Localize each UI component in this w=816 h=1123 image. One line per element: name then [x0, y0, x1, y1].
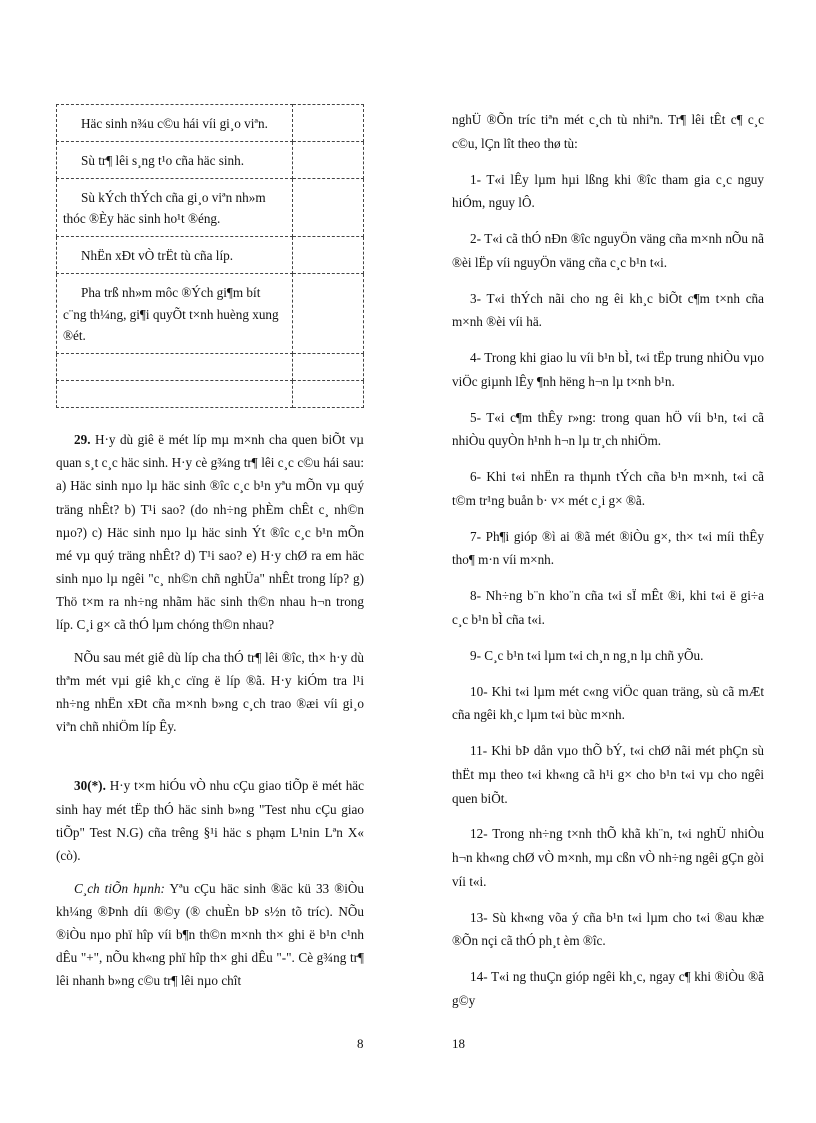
right-page [452, 108, 764, 1025]
statement-item: 2- T«i cã thÓ nÐn ®îc nguyÖn väng cña m×nh nÕu nã ®èi lËp víi nguyÖn väng cña c¸c b¹n t«i. [452, 231, 764, 270]
question-30-number: 30(*). [74, 778, 106, 794]
statement-item: 3- T«i thÝch nãi cho ng êi kh¸c biÕt c¶m t×nh cña m×nh ®èi víi hä. [452, 290, 764, 330]
table-cell-criterion: NhËn xÐt vÒ trËt tù cña líp. [57, 237, 293, 274]
table-row [57, 237, 364, 274]
question-29-text [56, 428, 364, 636]
statement-item: 6- Khi t«i nhËn ra thµnh tÝch cña b¹n m×nh, t«i cã t©m tr¹ng buån b· v× mét c¸i g× ®ã. [452, 469, 764, 508]
question-30-body: H·y t×m hiÓu vÒ nhu cÇu giao tiÕp ë mét häc sinh hay mét tËp thÓ häc sinh b»ng "Test nhu cÇu giao tiÕp" Test N.G) cña trêng §¹i häc s phạm L¹nin Lªn X« (cò). [56, 778, 364, 863]
question-30-method [56, 877, 364, 992]
table-cell-blank [293, 105, 364, 142]
method-label: C¸ch tiÕn hµnh: [74, 880, 165, 896]
table-cell-criterion: Pha trß nh»m môc ®Ých gi¶m bít c¨ng th¼ng, gi¶i quyÕt t×nh huèng xung ®ét. [57, 273, 293, 353]
table-cell-blank [293, 237, 364, 274]
table-cell-blank [293, 381, 364, 408]
statement-item: 1- T«i lÊy lµm hµi lßng khi ®îc tham gia c¸c nguy hiÓm, nguy lÔ. [452, 171, 764, 211]
table-cell-criterion [57, 354, 293, 381]
statement-item: 7- Ph¶i gióp ®ì ai ®ã mét ®iÒu g×, th× t«i míi thÊy tho¶ m·n víi m×nh. [452, 528, 764, 568]
right-lead-paragraph: nghÜ ®Õn tríc tiªn mét c¸ch tù nhiªn. Tr¶ lêi tÊt c¶ c¸c c©u, lÇn lît theo thø tù: [452, 112, 764, 151]
page-number-right: 18 [452, 1036, 465, 1051]
table-row [57, 141, 364, 178]
table-cell-criterion: Sù kÝch thÝch cña gi¸o viªn nh»m thóc ®Èy häc sinh ho¹t ®éng. [57, 178, 293, 237]
table-cell-blank [293, 354, 364, 381]
statement-item: 5- T«i c¶m thÊy r»ng: trong quan hÖ víi b¹n, t«i cã nhiÒu quyÒn h¹nh h¬n lµ tr¸ch nhiÖm. [452, 409, 764, 449]
statement-item: 12- Trong nh÷ng t×nh thÕ khã kh¨n, t«i nghÜ nhiÒu h¬n kh«ng chØ vÒ m×nh, mµ cßn vÒ nh÷ng ngêi gÇn gòi víi t«i. [452, 826, 764, 889]
statement-item: 10- Khi t«i lµm mét c«ng viÖc quan träng, sù cã mÆt cña ngêi kh¸c lµm t«i bùc m×nh. [452, 683, 764, 723]
statement-item: 8- Nh÷ng b¨n kho¨n cña t«i sÏ mÊt ®i, khi t«i ë gi÷a c¸c b¹n bÌ cña t«i. [452, 588, 764, 628]
table-row [57, 381, 364, 408]
table-cell-criterion: Häc sinh n¾u c©u hái víi gi¸o viªn. [57, 105, 293, 142]
statement-list [452, 168, 764, 1013]
question-29-number: 29. [74, 432, 91, 448]
page-number-left: 8 [357, 1036, 364, 1051]
table-row [57, 105, 364, 142]
table-row [57, 273, 364, 353]
table-row [57, 354, 364, 381]
table-cell-blank [293, 273, 364, 353]
question-30 [56, 774, 364, 992]
statement-item: 4- Trong khi giao lu víi b¹n bÌ, t«i tËp trung nhiÒu vµo viÖc giµnh lÊy ¶nh hëng h¬n lµ t×nh b¹n. [452, 350, 764, 389]
question-30-text [56, 774, 364, 866]
table-row [57, 178, 364, 237]
left-page [56, 104, 364, 1002]
statement-item: 14- T«i ng thuÇn gióp ngêi kh¸c, ngay c¶ khi ®iÒu ®ã g©y [452, 969, 764, 1008]
statement-item: 11- Khi bÞ dån vµo thÕ bÝ, t«i chØ nãi mét phÇn sù thËt mµ theo t«i kh«ng cã h¹i g× cho b¹n t«i vµ cho ngêi quen biÕt. [452, 743, 764, 806]
table-cell-criterion: Sù tr¶ lêi s¸ng t¹o cña häc sinh. [57, 141, 293, 178]
table-cell-blank [293, 141, 364, 178]
question-29-follow-up: NÕu sau mét giê dù líp cha thÓ tr¶ lêi ®îc, th× h·y dù thªm mét vµi giê kh¸c cïng ë líp ®ã. H·y kiÓm tra l¹i nh÷ng nhËn xÐt cña m×nh b»ng c¸ch trao ®æi víi gi¸o viªn chñ nhiÖm líp Êy. [56, 650, 364, 735]
question-29-body: H·y dù giê ë mét líp mµ m×nh cha quen biÕt vµ quan s¸t c¸c häc sinh. H·y cè g¾ng tr¶ lêi c¸c c©u hái sau: a) Häc sinh nµo lµ häc sinh ®îc c¸c b¹n yªu mÕn vµ quý träng nhÊt? b) T¹i sao? (do nh÷ng phÈm chÊt c¸ nh©n nµo?) c) Häc sinh nµo lµ häc sinh Ýt ®îc c¸c b¹n mÕn mé vµ quý träng nhÊt? d) T¹i sao? e) H·y chØ ra em häc sinh nµo lµ ngêi "c¸ nh©n chñ nghÜa" nhÊt trong líp? g) Thö t×m ra nh÷ng nhãm häc sinh th©n nhau h¬n trong líp. C¸i g× cã thÓ lµm chóng th©n nhau? [56, 432, 364, 632]
method-body: Yªu cÇu häc sinh ®äc kü 33 ®iÒu kh¼ng ®Þnh díi ®©y (® chuÈn bÞ s½n tõ tríc). NÕu ®iÒu nµo phï hîp víi b¶n th©n m×nh th× ghi ë b¹n c¹nh dÊu "+", nÕu kh«ng phï hîp th× ghi dÊu "-". Cè g¾ng tr¶ lêi nhanh b»ng c©u tr¶ lêi nµo chît [56, 880, 364, 989]
question-29 [56, 428, 364, 738]
observation-table [56, 104, 364, 408]
table-cell-blank [293, 178, 364, 237]
statement-item: 9- C¸c b¹n t«i lµm t«i ch¸n ng¸n lµ chñ yÕu. [470, 647, 704, 663]
statement-item: 13- Sù kh«ng võa ý cña b¹n t«i lµm cho t«i ®au khæ ®Õn nçi cã thÓ ph¸t èm ®îc. [452, 909, 764, 949]
table-cell-criterion [57, 381, 293, 408]
